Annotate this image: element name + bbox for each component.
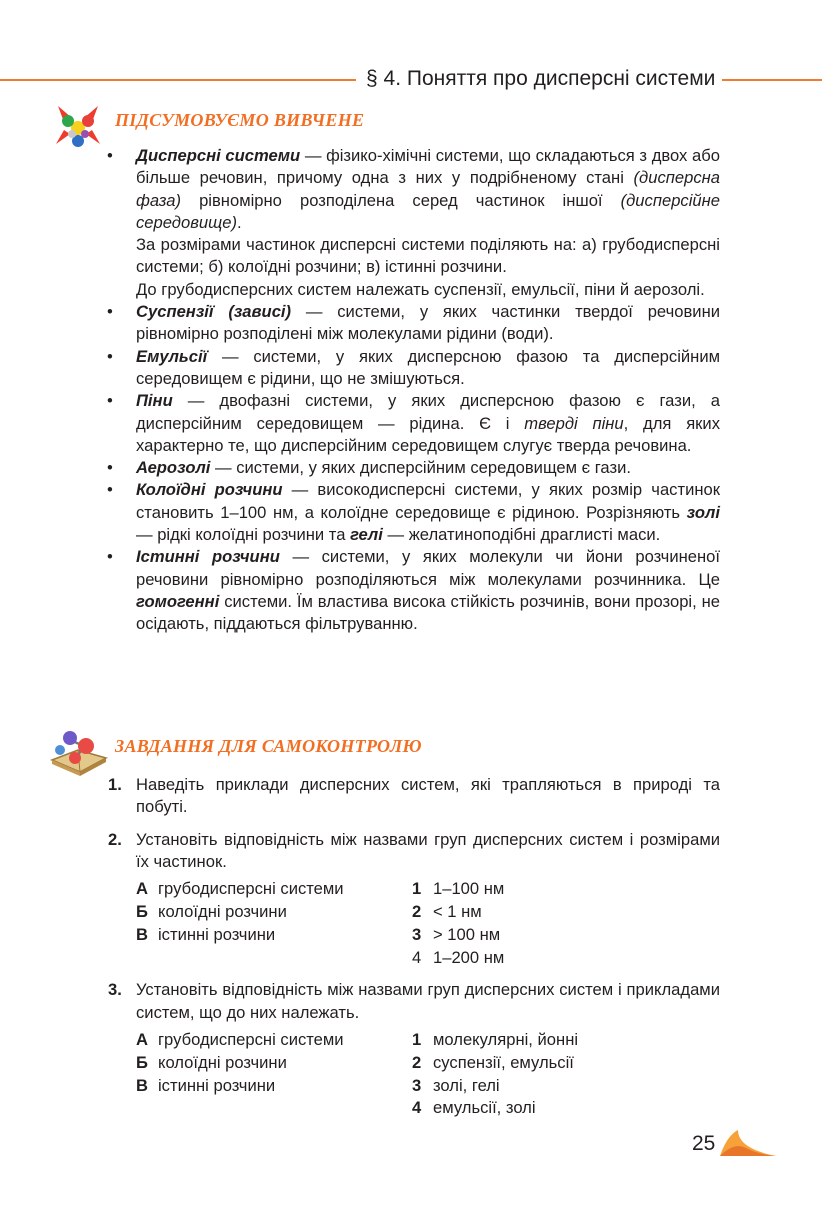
molecule-icon (50, 100, 106, 156)
matching-table (136, 1029, 720, 1120)
option-label: істинні розчини (158, 924, 276, 944)
match-row (136, 1052, 720, 1075)
task-number: 1. (108, 775, 122, 794)
list-item (107, 457, 720, 479)
option-key: 1 (412, 879, 422, 899)
text: — системи, у яких дисперсійним середовищем є гази. (210, 458, 631, 478)
task-text: Установіть відповідність між назвами груп дисперсних систем і прикладами систем, що до них належать. (136, 980, 720, 1022)
option-label: колоїдні розчини (158, 901, 287, 921)
option-key: 4 (412, 1098, 422, 1118)
text: . (236, 212, 242, 232)
term: Емульсії (136, 346, 208, 366)
option-label: 1–200 нм (433, 947, 505, 967)
text: рівномірно розподілена серед частинок іншої (181, 190, 621, 210)
text: , для яких характерно те, що дисперсійним середовищем слугує тверда речовина. (136, 413, 721, 455)
bullet: • (107, 302, 113, 322)
option-key: 3 (412, 924, 422, 944)
text: — рідкі колоїдні розчини та (136, 525, 351, 545)
option-label: суспензії, емульсії (433, 1052, 574, 1072)
book-molecule-icon (48, 724, 110, 780)
page-corner-swoosh-icon (716, 1128, 778, 1158)
option-label: золі, гелі (433, 1075, 500, 1095)
task-1 (108, 774, 720, 819)
option-label: грубодисперсні системи (158, 1029, 344, 1049)
text: — фізико-хімічні системи, що складаються з двох або більше речовин, причому одна з них у подрібненому стані (136, 146, 720, 188)
text: — системи, у яких частинки твердої речовини рівномірно розподілені між молекулами рідини (води). (136, 302, 720, 344)
option-key: В (136, 1075, 148, 1095)
text: системи. Їм властива висока стійкість розчинів, вони прозорі, не осідають, піддаються фільтруванню. (136, 591, 720, 634)
bullet: • (107, 480, 113, 500)
term: гомогенні (136, 591, 220, 611)
paragraph (136, 546, 720, 635)
option-key: 3 (412, 1075, 422, 1095)
term: Аерозолі (136, 458, 211, 478)
list-item (107, 346, 720, 391)
paragraph (136, 457, 720, 479)
italic-text: (дисперсійне середовище) (136, 190, 720, 232)
term: золі (686, 502, 720, 522)
match-row (136, 924, 720, 947)
option-key: 2 (412, 901, 422, 921)
text: — системи, у яких дисперсною фазою та дисперсійним середовищем є рідини, що не змішуються. (136, 346, 720, 388)
match-row (136, 1097, 720, 1120)
list-item (107, 145, 720, 301)
option-label: молекулярні, йонні (433, 1029, 579, 1049)
paragraph (136, 390, 720, 457)
text: — двофазні системи, у яких дисперсною фазою є гази, а дисперсійним середовищем — рідина. Є і (136, 391, 720, 433)
bullet: • (107, 547, 113, 567)
text: — системи, у яких молекули чи йони розчиненої речовини рівномірно розподіляються між молекулами розчинника. Це (136, 547, 720, 589)
task-list (108, 774, 720, 1130)
text: — желатиноподібні драглисті маси. (382, 525, 661, 545)
task-text: Установіть відповідність між назвами груп дисперсних систем і розмірами їх частинок. (136, 829, 720, 871)
page-number: 25 (692, 1132, 716, 1155)
summary-list (107, 145, 721, 636)
list-item (107, 390, 721, 457)
task-text: Наведіть приклади дисперсних систем, які трапляються в природі та побуті. (136, 775, 720, 817)
paragraph (136, 479, 720, 546)
option-key: А (136, 879, 148, 899)
option-key: 4 (412, 947, 422, 967)
running-header: § 4. Поняття про дисперсні системи (366, 67, 716, 90)
option-key: Б (136, 1052, 148, 1072)
option-label: істинні розчини (158, 1075, 276, 1095)
match-row (136, 1029, 720, 1052)
term: гелі (350, 525, 383, 545)
term: Істинні розчини (136, 547, 280, 567)
match-row (136, 901, 720, 924)
selfcheck-title: ЗАВДАННЯ ДЛЯ САМОКОНТРОЛЮ (115, 736, 422, 756)
header-rule-right (722, 79, 822, 81)
term: Колоїдні розчини (136, 480, 283, 500)
match-row (136, 947, 720, 970)
match-row (136, 1075, 720, 1098)
option-label: < 1 нм (433, 901, 482, 921)
option-key: А (136, 1029, 148, 1049)
paragraph: До грубодисперсних систем належать суспензії, емульсії, піни й аерозолі. (136, 279, 705, 299)
match-row (136, 878, 720, 901)
header-rule-left (0, 79, 356, 81)
paragraph: За розмірами частинок дисперсні системи поділяють на: а) грубодисперсні системи; б) колоїдні розчини; в) істинні розчини. (136, 235, 720, 277)
term: Піни (136, 391, 173, 411)
task-number: 2. (108, 829, 122, 849)
task-number: 3. (108, 980, 122, 1000)
paragraph (136, 346, 720, 391)
option-label: 1–100 нм (433, 879, 505, 899)
paragraph (136, 145, 720, 234)
option-label: колоїдні розчини (158, 1052, 287, 1072)
list-item (107, 546, 720, 635)
option-key: 1 (412, 1029, 422, 1049)
bullet: • (107, 391, 113, 411)
bullet: • (107, 146, 113, 165)
italic-text: тверді піни (524, 413, 624, 433)
list-item (107, 301, 720, 346)
term: Суспензії (зависі) (136, 302, 292, 322)
matching-table (136, 878, 720, 969)
option-key: 2 (412, 1052, 422, 1072)
text: — високодисперсні системи, у яких розмір частинок становить 1–100 нм, а колоїдне середовище є рідиною. Розрізняють (136, 480, 720, 522)
option-key: В (136, 924, 148, 944)
bullet: • (107, 458, 113, 478)
bullet: • (107, 346, 113, 366)
term: Дисперсні системи (136, 146, 301, 165)
option-label: емульсії, золі (433, 1098, 536, 1118)
option-label: грубодисперсні системи (158, 879, 344, 899)
option-key: Б (136, 901, 148, 921)
summary-title: ПІДСУМОВУЄМО ВИВЧЕНЕ (115, 110, 365, 130)
italic-text: (дисперсна фаза) (136, 168, 720, 210)
option-label: > 100 нм (433, 924, 501, 944)
paragraph (136, 301, 720, 346)
list-item (107, 479, 720, 546)
task-3 (108, 979, 720, 1120)
task-2 (108, 829, 720, 970)
